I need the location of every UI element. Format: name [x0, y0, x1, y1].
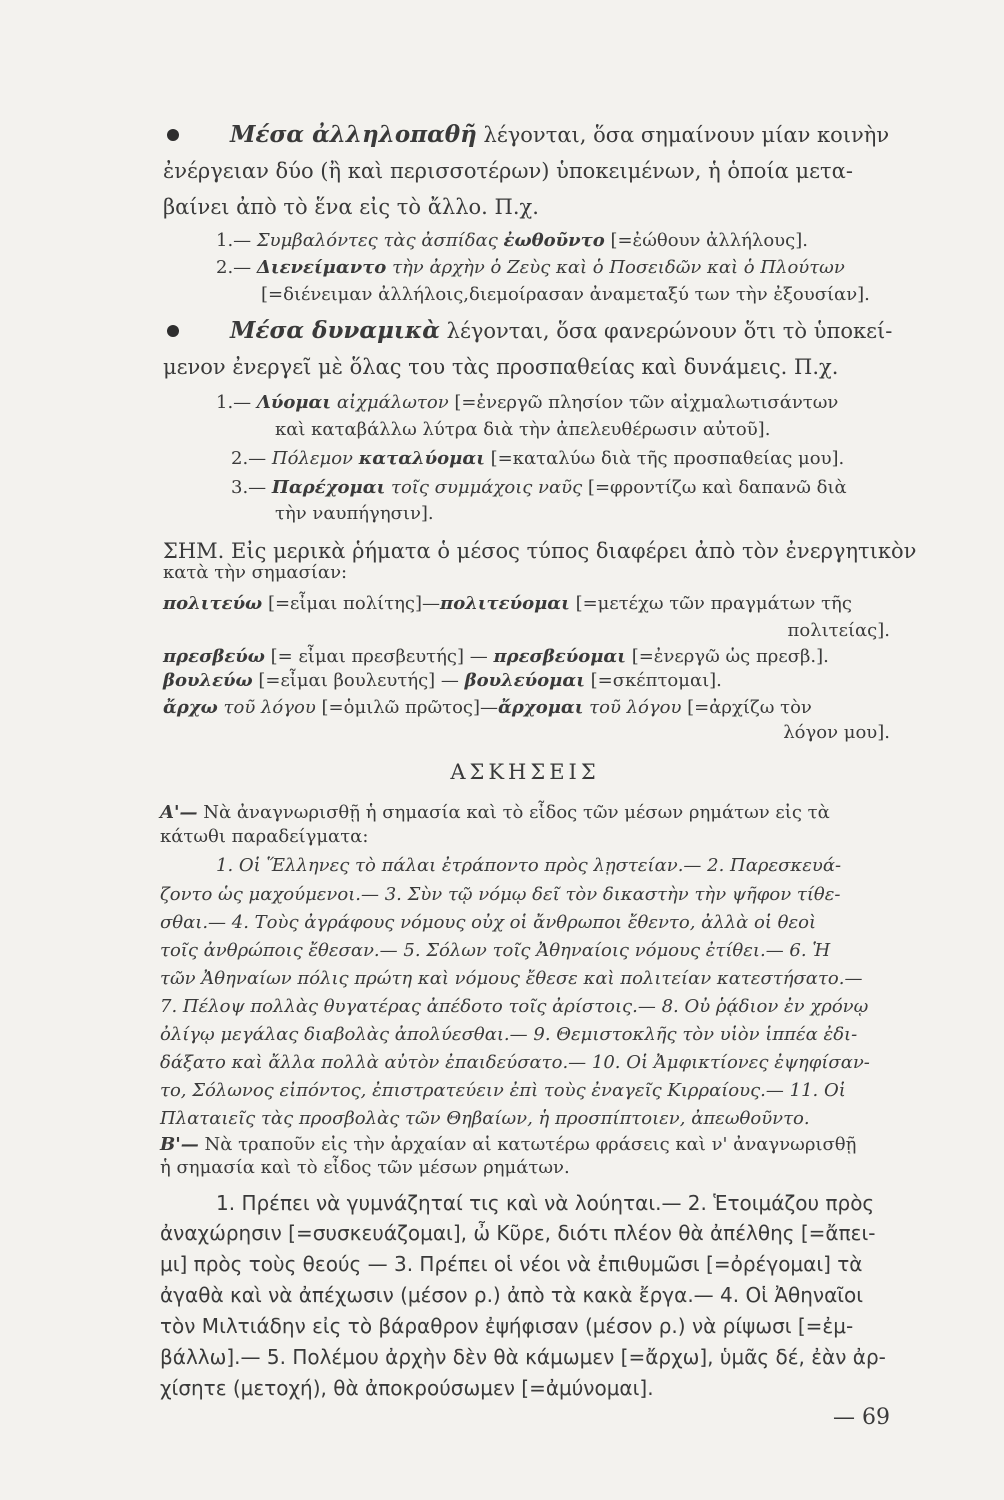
note-line: ΣΗΜ. Εἰς μερικὰ ῥήματα ὁ μέσος τύπος διαφέρει ἀπὸ τὸν ἐνεργητικὸν — [163, 539, 917, 563]
exercise-instruction: κάτωθι παραδείγματα: — [160, 826, 369, 847]
bullet-icon — [167, 325, 179, 337]
verb-pair: πολιτείας]. — [787, 620, 890, 641]
exercise-text: Πλαταιεῖς τὰς προσβολὰς τῶν Θηβαίων, ἡ προσπίπτοιεν, ἀπεωθοῦντο. — [160, 1108, 810, 1129]
exercise-instruction: Α'— Νὰ ἀναγνωρισθῇ ἡ σημασία καὶ τὸ εἶδος τῶν μέσων ρημάτων εἰς τὰ — [160, 802, 830, 823]
definition-line: Μέσα ἀλληλοπαθῆ λέγονται, ὅσα σημαίνουν μίαν κοινὴν — [230, 121, 890, 148]
exercise-text: το, Σόλωνος εἰπόντος, ἐπιστρατεύειν ἐπὶ τοὺς ἐναγεῖς Κιρραίους.— 11. Οἱ — [160, 1080, 846, 1101]
verb-pair: πρεσβεύω [= εἶμαι πρεσβευτής] — πρεσβεύομαι [=ἐνεργῶ ὡς πρεσβ.]. — [163, 646, 829, 667]
definition-line: βαίνει ἀπὸ τὸ ἕνα εἰς τὸ ἄλλο. Π.χ. — [163, 195, 539, 219]
note-line: κατὰ τὴν σημασίαν: — [163, 562, 348, 583]
exercise-text: 1. Πρέπει νὰ γυμνάζηταί τις καὶ νὰ λούηται.— 2. Ἑτοιμάζου πρὸς — [216, 1191, 875, 1215]
term-dynamic: Μέσα δυναμικὰ — [230, 317, 440, 344]
exercise-text: δάξατο καὶ ἄλλα πολλὰ αὐτὸν ἐπαιδεύσατο.— 10. Οἱ Ἀμφικτίονες ἐψηφίσαν- — [160, 1052, 870, 1073]
example-line: καὶ καταβάλλω λύτρα διὰ τὴν ἀπελευθέρωσιν αὐτοῦ]. — [275, 419, 771, 440]
definition-line: μενον ἐνεργεῖ μὲ ὅλας του τὰς προσπαθείας καὶ δυνάμεις. Π.χ. — [163, 355, 839, 379]
exercise-instruction: ἡ σημασία καὶ τὸ εἶδος τῶν μέσων ρημάτων. — [160, 1157, 570, 1178]
exercise-instruction: Β'— Νὰ τραποῦν εἰς τὴν ἀρχαίαν αἱ κατωτέρω φράσεις καὶ ν' ἀναγνωρισθῇ — [160, 1134, 857, 1155]
definition-line: Μέσα δυναμικὰ λέγονται, ὅσα φανερώνουν ὅτι τὸ ὑποκεί- — [230, 317, 893, 344]
exercise-text: τῶν Ἀθηναίων πόλις πρώτη καὶ νόμους ἔθεσε καὶ πολιτείαν κατεστήσατο.— — [160, 968, 863, 989]
exercise-text: σθαι.— 4. Τοὺς ἀγράφους νόμους οὐχ οἱ ἄνθρωποι ἔθεντο, ἀλλὰ οἱ θεοὶ — [160, 912, 817, 933]
bullet-icon — [167, 129, 179, 141]
exercise-text: μι] πρὸς τοὺς θεούς — 3. Πρέπει οἱ νέοι νὰ ἐπιθυμῶσι [=ὀρέγομαι] τὰ — [160, 1252, 863, 1276]
page-number: — 69 — [833, 1405, 890, 1430]
exercise-text: βάλλω].— 5. Πολέμου ἀρχὴν δὲν θὰ κάμωμεν [=ἄρχω], ὑμᾶς δέ, ἐὰν ἀρ- — [160, 1345, 886, 1369]
exercise-text: ἀναχώρησιν [=συσκευάζομαι], ὦ Κῦρε, διότι πλέον θὰ ἀπέλθης [=ἄπει- — [160, 1221, 876, 1245]
exercise-label: Β'— — [160, 1134, 199, 1155]
term-reciprocal: Μέσα ἀλληλοπαθῆ — [230, 121, 477, 148]
exercise-text: ζοντο ὡς μαχούμενοι.— 3. Σὺν τῷ νόμῳ δεῖ τὸν δικαστὴν τὴν ψῆφον τίθε- — [160, 884, 841, 905]
example-line: τὴν ναυπήγησιν]. — [275, 503, 434, 524]
example-line: [=διένειμαν ἀλλήλοις,διεμοίρασαν ἀναμεταξύ των τὴν ἐξουσίαν]. — [261, 284, 870, 305]
example-line: 2.— Διενείμαντο τὴν ἀρχὴν ὁ Ζεὺς καὶ ὁ Ποσειδῶν καὶ ὁ Πλούτων — [216, 257, 845, 278]
exercises-heading: ΑΣΚΗΣΕΙΣ — [450, 760, 600, 784]
exercise-text: τοῖς ἀνθρώποις ἔθεσαν.— 5. Σόλων τοῖς Ἀθηναίοις νόμους ἐτίθει.— 6. Ἡ — [160, 940, 831, 961]
example-line: 1.— Συμβαλόντες τὰς ἀσπίδας ἐωθοῦντο [=ἐώθουν ἀλλήλους]. — [216, 230, 808, 251]
verb-pair: βουλεύω [=εἶμαι βουλευτής] — βουλεύομαι [=σκέπτομαι]. — [163, 670, 722, 691]
example-line: 2.— Πόλεμον καταλύομαι [=καταλύω διὰ τῆς προσπαθείας μου]. — [231, 448, 845, 469]
verb-pair: πολιτεύω [=εἶμαι πολίτης]—πολιτεύομαι [=μετέχω τῶν πραγμάτων τῆς — [163, 593, 852, 614]
verb-pair: λόγον μου]. — [783, 722, 890, 743]
definition-line: ἐνέργειαν δύο (ἢ καὶ περισσοτέρων) ὑποκειμένων, ἡ ὁποία μετα- — [163, 159, 853, 183]
example-line: 3.— Παρέχομαι τοῖς συμμάχοις ναῦς [=φροντίζω καὶ δαπανῶ διὰ — [231, 477, 847, 498]
verb-pair: ἄρχω τοῦ λόγου [=ὁμιλῶ πρῶτος]—ἄρχομαι τοῦ λόγου [=ἀρχίζω τὸν — [163, 697, 812, 718]
exercise-text: 7. Πέλοψ πολλὰς θυγατέρας ἀπέδοτο τοῖς ἀρίστοις.— 8. Οὐ ῥᾴδιον ἐν χρόνῳ — [160, 996, 869, 1017]
exercise-text: ὀλίγῳ μεγάλας διαβολὰς ἀπολύεσθαι.— 9. Θεμιστοκλῆς τὸν υἱὸν ἱππέα ἐδι- — [160, 1024, 858, 1045]
example-line: 1.— Λύομαι αἰχμάλωτον [=ἐνεργῶ πλησίον τῶν αἰχμαλωτισάντων — [216, 392, 839, 413]
exercise-text: 1. Οἱ Ἕλληνες τὸ πάλαι ἐτράποντο πρὸς λῃστείαν.— 2. Παρεσκευά- — [216, 855, 842, 876]
exercise-text: χίσητε (μετοχή), θὰ ἀποκρούσωμεν [=ἀμύνομαι]. — [160, 1376, 654, 1400]
exercise-text: τὸν Μιλτιάδην εἰς τὸ βάραθρον ἐψήφισαν (μέσον ρ.) νὰ ρίψωσι [=ἐμ- — [160, 1314, 854, 1338]
exercise-label: Α'— — [160, 802, 198, 823]
exercise-text: ἀγαθὰ καὶ νὰ ἀπέχωσιν (μέσον ρ.) ἀπὸ τὰ κακὰ ἔργα.— 4. Οἱ Ἀθηναῖοι — [160, 1283, 864, 1307]
note-label: ΣΗΜ. — [163, 539, 225, 563]
